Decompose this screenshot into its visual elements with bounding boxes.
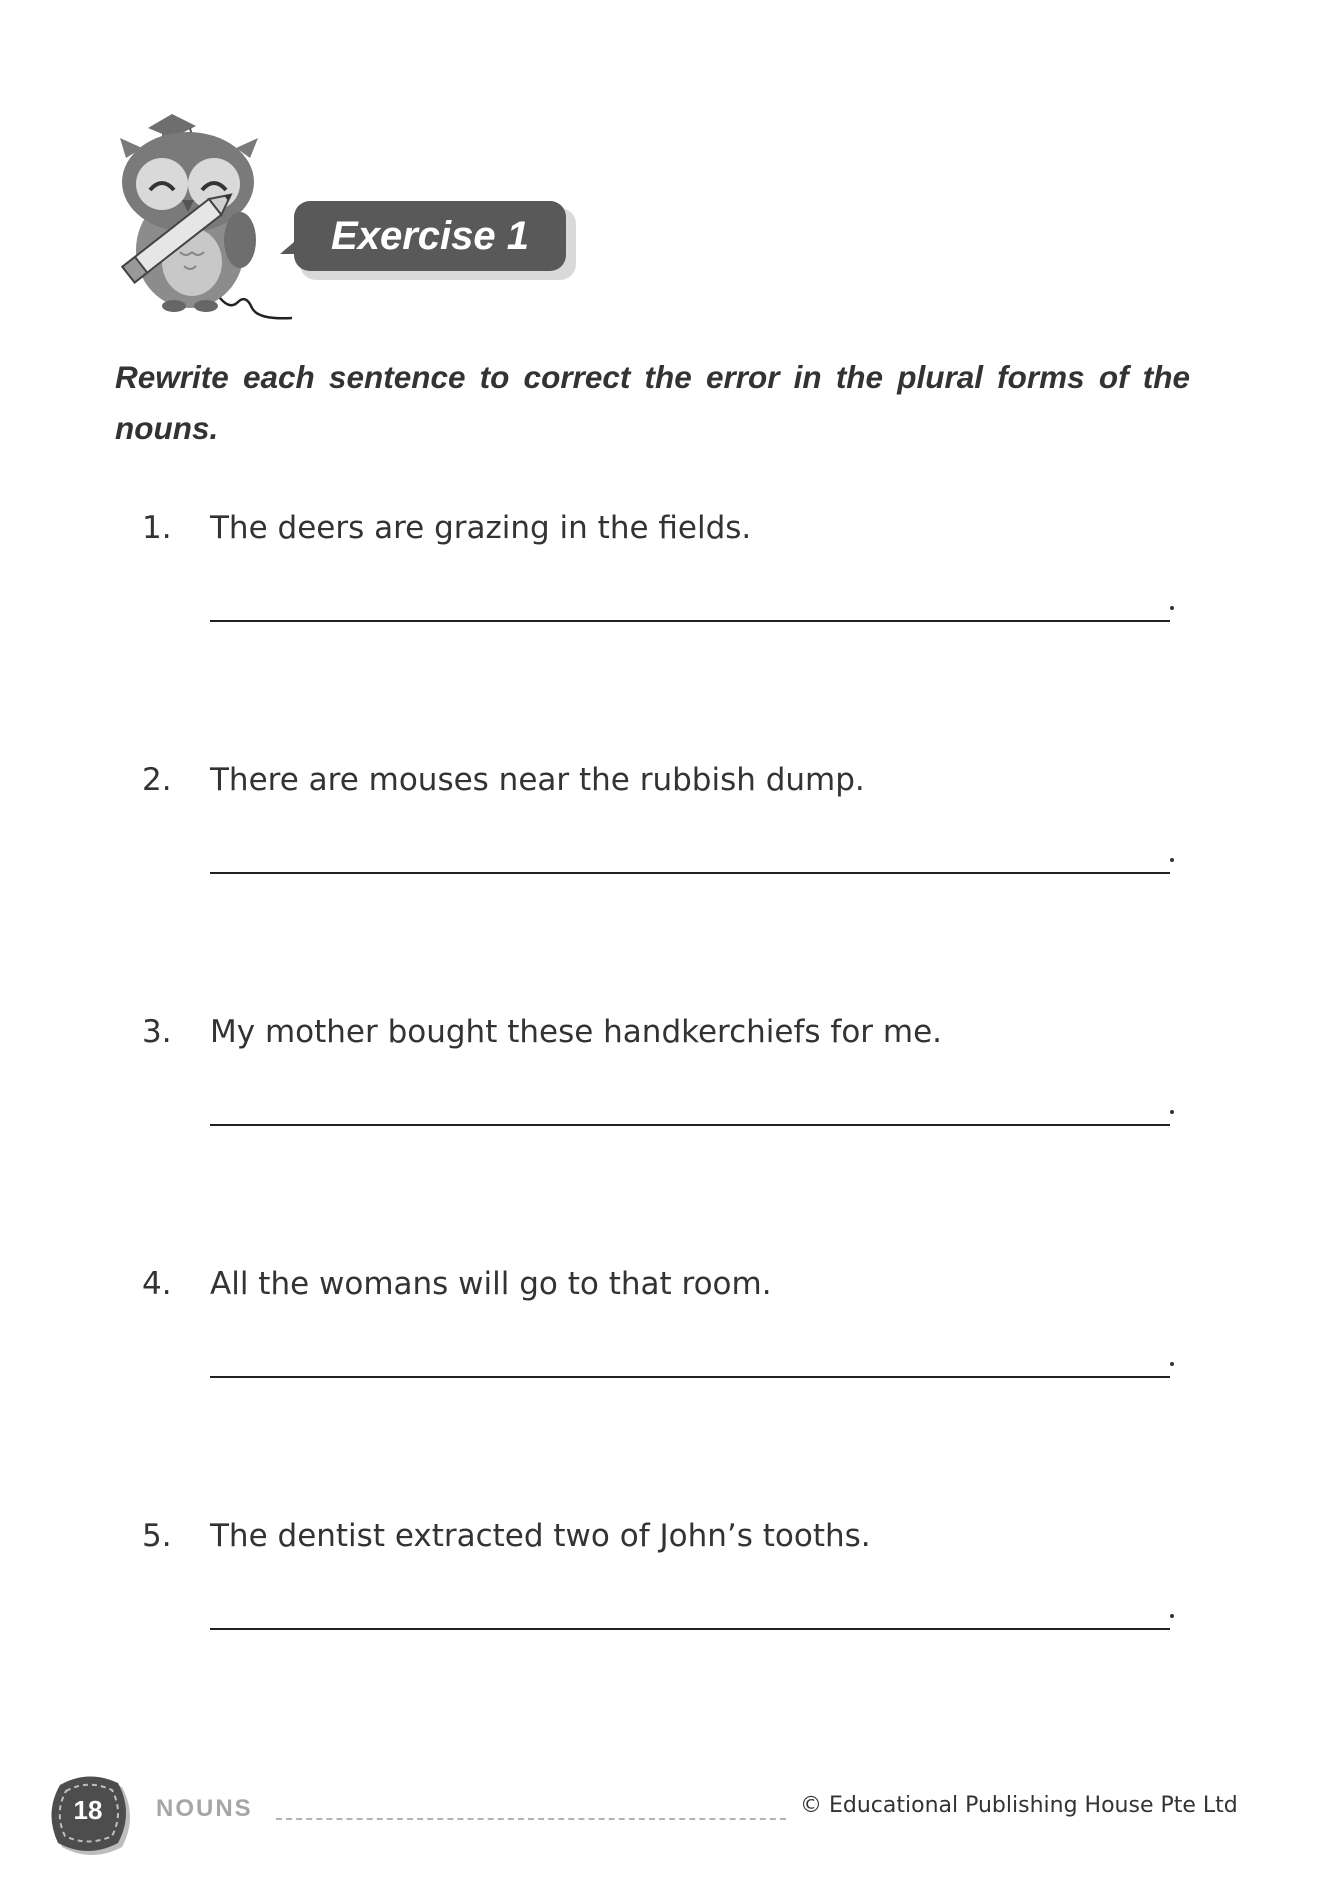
question-number: 2. [142, 762, 172, 798]
answer-line[interactable] [210, 1124, 1170, 1126]
question-item [0, 1518, 1335, 1688]
section-label: NOUNS [156, 1795, 253, 1822]
question-number: 5. [142, 1518, 172, 1554]
answer-line-period [1170, 1362, 1174, 1366]
answer-line[interactable] [210, 1628, 1170, 1630]
question-number: 4. [142, 1266, 172, 1302]
question-item [0, 1266, 1335, 1436]
question-text: The dentist extracted two of John’s tooths. [210, 1518, 871, 1554]
page-number: 18 [73, 1794, 103, 1825]
instructions-text: Rewrite each sentence to correct the error in the plural forms of the nouns. [115, 359, 1190, 446]
exercise-title: Exercise 1 [331, 213, 529, 258]
owl-mascot-icon [100, 100, 300, 325]
question-text: The deers are grazing in the fields. [210, 510, 752, 546]
question-number: 3. [142, 1014, 172, 1050]
question-item [0, 762, 1335, 932]
answer-line-period [1170, 1614, 1174, 1618]
answer-line[interactable] [210, 620, 1170, 622]
question-item [0, 510, 1335, 680]
answer-line[interactable] [210, 1376, 1170, 1378]
answer-line[interactable] [210, 872, 1170, 874]
question-text: My mother bought these handkerchiefs for me. [210, 1014, 943, 1050]
question-number: 1. [142, 510, 172, 546]
question-text: There are mouses near the rubbish dump. [210, 762, 865, 798]
copyright-text: © Educational Publishing House Pte Ltd [800, 1793, 1238, 1818]
answer-line-period [1170, 1110, 1174, 1114]
answer-line-period [1170, 858, 1174, 862]
question-text: All the womans will go to that room. [210, 1266, 772, 1302]
answer-line-period [1170, 606, 1174, 610]
footer-divider [276, 1818, 786, 1820]
question-item [0, 1014, 1335, 1184]
